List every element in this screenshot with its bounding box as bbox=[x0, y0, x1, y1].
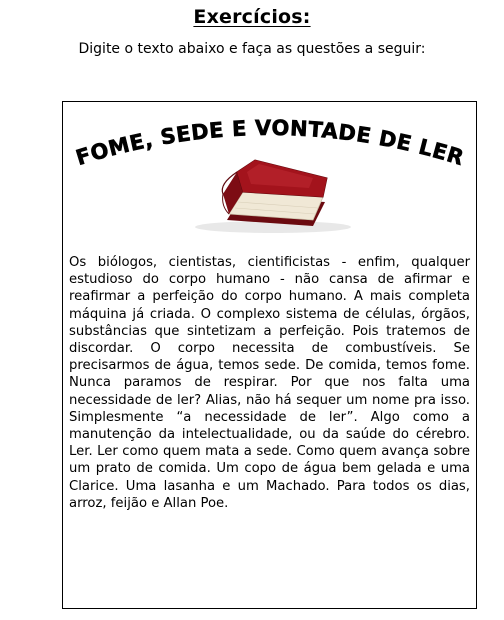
card-illustration bbox=[63, 102, 477, 252]
reading-card bbox=[62, 101, 477, 609]
wordart-title-text: FOME, SEDE E VONTADE DE LER bbox=[73, 115, 467, 171]
wordart-title bbox=[73, 116, 467, 170]
exercise-heading: Exercícios: bbox=[193, 6, 311, 28]
red-book-icon bbox=[195, 160, 351, 233]
passage-text: Os biólogos, cientistas, cientificistas - enfim, qualquer estudioso do corpo humano - não cansa de afirmar e reafirmar a perfeição do corpo humano. A mais completa máquina já criada. O complexo sistema de células, órgãos, substâncias que sintetizam a perfeição. Pois tratemos de discordar. O corpo necessita de combustíveis. Se precisarmos de água, temos sede. De comida, temos fome. Nunca paramos de respirar. Por que nos falta uma necessidade de ler? Alias, não há sequer um nome pra isso. Simplesmente “a necessidade de ler”. Algo como a manutenção da intelectualidade, ou da saúde do cérebro. Ler. Ler como quem mata a sede. Como quem avança sobre um prato de comida. Um copo de água bem gelada e uma Clarice. Uma lasanha e um Machado. Para todos os dias, arroz, feijão e Allan Poe. bbox=[69, 255, 470, 511]
exercise-instruction: Digite o texto abaixo e faça as questões a seguir: bbox=[78, 41, 426, 57]
